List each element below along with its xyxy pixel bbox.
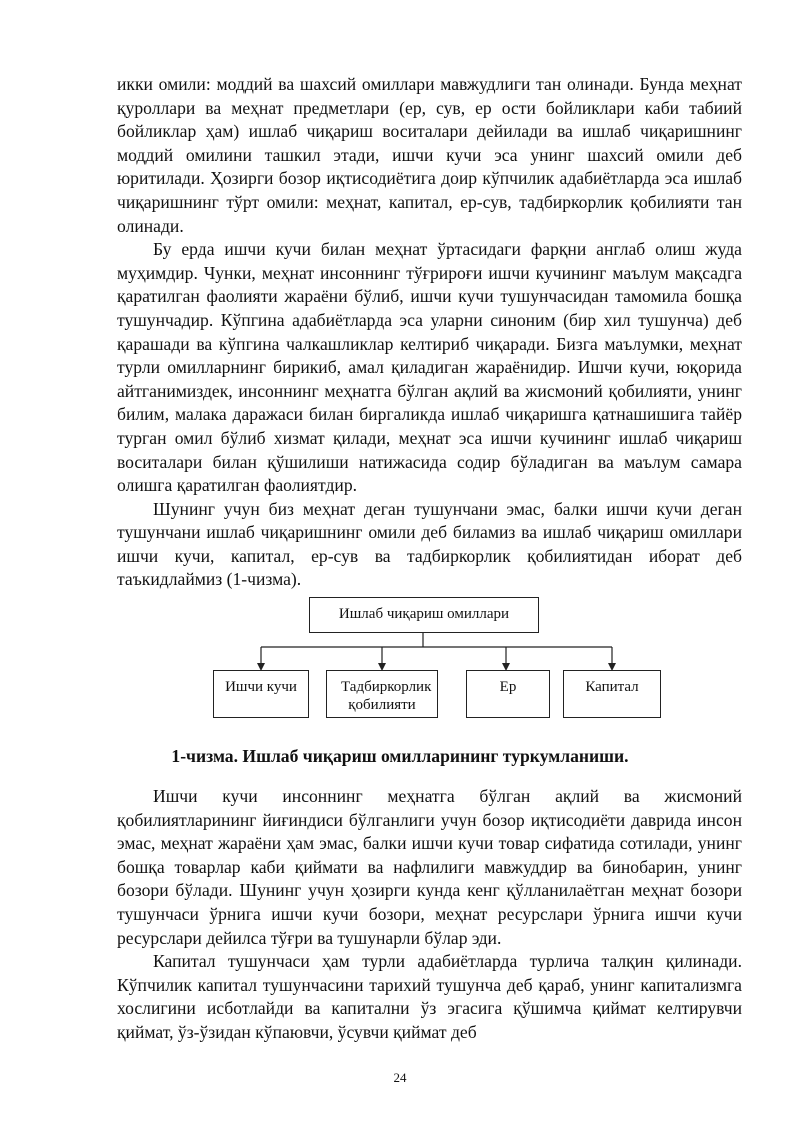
diagram-node-box: [213, 670, 309, 718]
paragraph: икки омили: моддий ва шахсий омиллари мавжудлиги тан олинади. Бунда меҳнат қуроллари ва меҳнат предметлари (ер, сув, ер ости бойликлари каби табиий бойликлар ҳам) ишлаб чиқариш воситалари дейилади ва ишлаб чиқаришнинг моддий омилини ташкил этади, ишчи кучи эса унинг шахсий омили деб юритилади. Ҳозирги бозор иқтисодиётига доир кўпчилик адабиётларда эса ишлаб чиқаришнинг тўрт омили: меҳнат, капитал, ер-сув, тадбиркорлик қобилияти тан олинади.: [117, 74, 742, 236]
paragraph: Ишчи кучи инсоннинг меҳнатга бўлган ақлий ва жисмоний қобилиятларининг йиғиндиси бўлганлиги учун бозор иқтисодиёти даврида инсон эмас, меҳнат жараёни ҳам эмас, балки ишчи кучи товар сифатида сотилади, унинг бошқа товарлар каби қиймати ва нафлилиги мавжуддир ва бинобарин, унинг бозори бўлади. Шунинг учун ҳозирги кунда кенг қўлланилаётган меҳнат бозори тушунчаси ўрнига ишчи кучи бозори, меҳнат ресурслари ўрнига ишчи кучи ресурслари дейилса тўғри ва тушунарли бўлар эди.: [117, 786, 742, 948]
body-text-bottom: [117, 785, 742, 1045]
figure-caption: 1-чизма. Ишлаб чиқариш омилларининг туркумланиши.: [171, 746, 629, 766]
diagram-node-box: [326, 670, 438, 718]
diagram-node-label: Ер: [499, 679, 517, 695]
diagram-node-label: Ишчи кучи: [225, 679, 297, 695]
paragraph: Капитал тушунчаси ҳам турли адабиётларда турлича талқин қилинади. Кўпчилик капитал тушунчасини тарихий тушунча деб қараб, унинг капитализмга хослигини исботлайди ва капитални ўз эгасига қўшимча қиймат келтирувчи қиймат, ўз-ўзидан кўпаювчи, ўсувчи қиймат деб: [117, 951, 742, 1042]
paragraph: Бу ерда ишчи кучи билан меҳнат ўртасидаги фарқни англаб олиш жуда муҳимдир. Чунки, меҳнат инсоннинг тўғрироғи ишчи кучининг маълум мақсадга қаратилган фаолияти жараёни бўлиб, ишчи кучи тушунчасидан тамомила бошқа тушунчадир. Кўпгина адабиётларда эса уларни синоним (бир хил тушунча) деб қарашади ва кўпгина чалкашликлар келтириб чиқаради. Бизга маълумки, меҳнат турли омилларнинг бирикиб, амал қиладиган жараёнидир. Ишчи кучи, юқорида айтганимиздек, инсоннинг меҳнатга бўлган ақлий ва жисмоний қобилияти, унинг билим, малака даражаси билан биргаликда ишлаб чиқаришга қатнашишига тайёр турган омил бўлиб хизмат қилади, меҳнат эса ишчи кучининг ишлаб чиқариш воситалари билан қўшилиши натижасида содир бўладиган ва маълум самара олишга қаратилган фаолиятдир.: [117, 239, 742, 496]
body-text-top: [117, 73, 742, 592]
diagram-node-box: [563, 670, 661, 718]
diagram-node-label: Капитал: [585, 679, 639, 695]
paragraph: Шунинг учун биз меҳнат деган тушунчани эмас, балки ишчи кучи деган тушунчани ишлаб чиқаришнинг омили деб биламиз ва ишлаб чиқариш омиллари ишчи кучи, капитал, ер-сув ва тадбиркорлик қобилиятидан иборат деб таъкидлаймиз (1-чизма).: [117, 498, 742, 590]
diagram-root-box: [309, 597, 539, 633]
diagram-node-box: [466, 670, 550, 718]
page-number: 24: [393, 1070, 407, 1085]
diagram-root-label: Ишлаб чиқариш омиллари: [338, 606, 510, 622]
diagram-node-label: Тадбиркорлик қобилияти: [341, 679, 432, 713]
